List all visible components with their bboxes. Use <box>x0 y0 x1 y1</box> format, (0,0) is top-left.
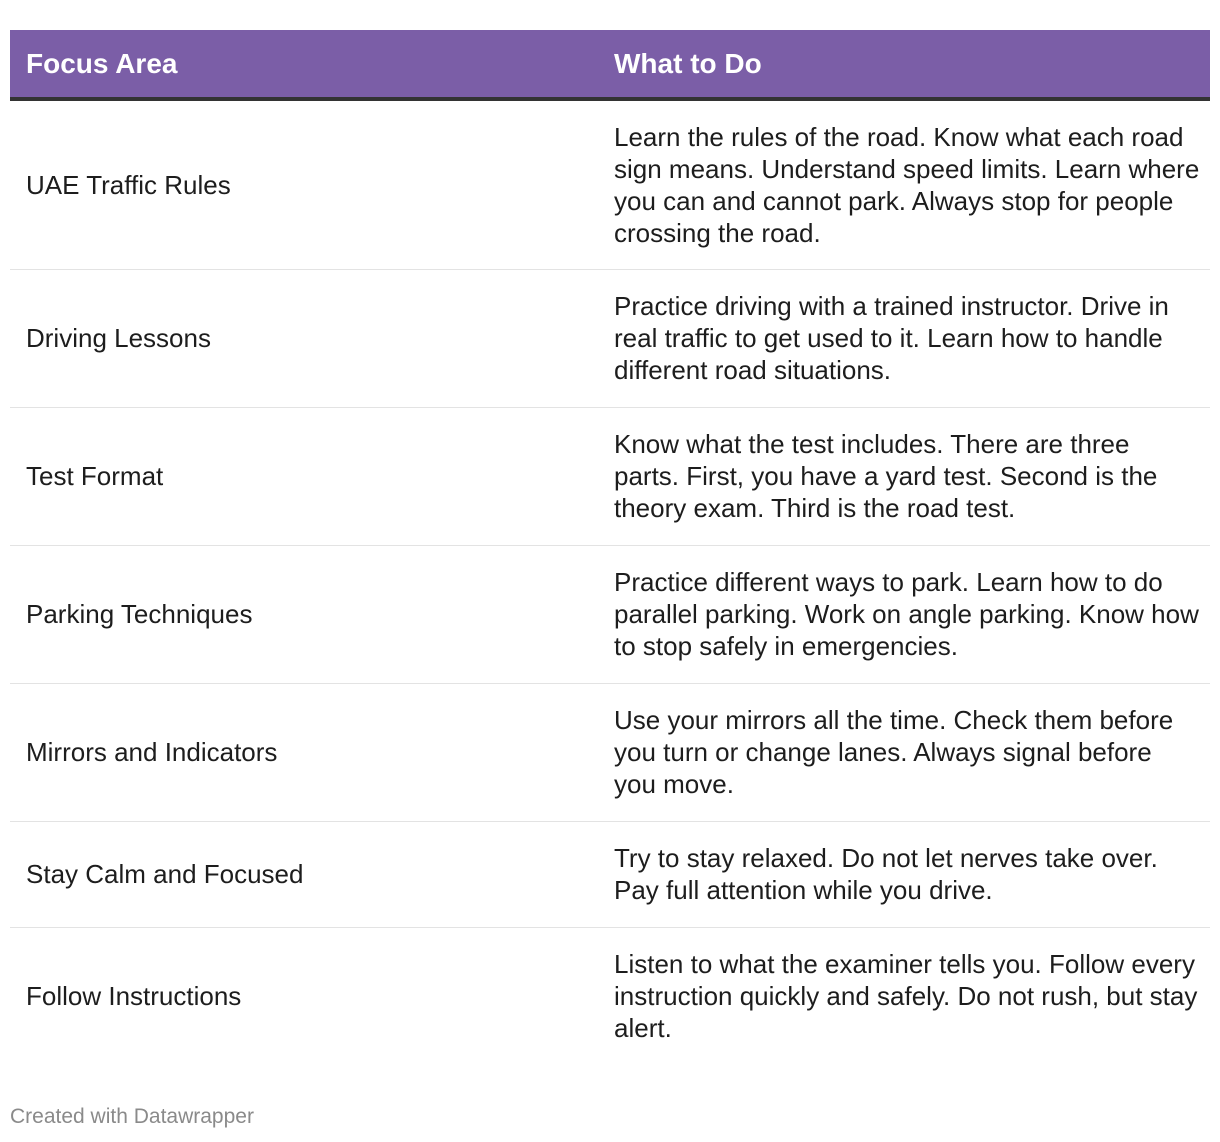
cell-focus-area: UAE Traffic Rules <box>10 99 598 269</box>
table-row <box>10 99 1210 269</box>
cell-what-to-do: Practice driving with a trained instructor. Drive in real traffic to get used to it. Learn how to handle different road situations. <box>598 269 1210 407</box>
focus-area-table <box>10 30 1210 1065</box>
cell-what-to-do: Use your mirrors all the time. Check them before you turn or change lanes. Always signal before you move. <box>598 683 1210 821</box>
column-header-focus-area[interactable]: Focus Area <box>10 30 598 99</box>
table-row <box>10 407 1210 545</box>
cell-what-to-do: Listen to what the examiner tells you. Follow every instruction quickly and safely. Do not rush, but stay alert. <box>614 949 1198 1044</box>
table-row <box>10 683 1210 821</box>
cell-focus-area: Test Format <box>10 407 598 545</box>
table-row <box>10 927 1210 1065</box>
cell-focus-area: Stay Calm and Focused <box>10 821 598 927</box>
cell-focus-area: Follow Instructions <box>26 981 242 1012</box>
cell-focus-area: Mirrors and Indicators <box>10 683 598 821</box>
cell-what-to-do: Try to stay relaxed. Do not let nerves take over. Pay full attention while you drive. <box>598 821 1210 927</box>
column-header-what-to-do[interactable]: What to Do <box>598 30 1210 99</box>
table-header-row <box>10 30 1210 99</box>
cell-what-to-do: Learn the rules of the road. Know what each road sign means. Understand speed limits. Learn where you can and cannot park. Always stop for people crossing the road. <box>598 99 1210 269</box>
table-row <box>10 545 1210 683</box>
cell-what-to-do: Practice different ways to park. Learn how to do parallel parking. Work on angle parking. Know how to stop safely in emergencies. <box>598 545 1210 683</box>
datawrapper-credit: Created with Datawrapper <box>10 1105 254 1128</box>
table-row <box>10 821 1210 927</box>
cell-focus-area: Driving Lessons <box>10 269 598 407</box>
cell-focus-area: Parking Techniques <box>10 545 598 683</box>
cell-what-to-do: Know what the test includes. There are three parts. First, you have a yard test. Second is the theory exam. Third is the road test. <box>598 407 1210 545</box>
table-row <box>10 269 1210 407</box>
data-table-container <box>10 30 1210 1065</box>
